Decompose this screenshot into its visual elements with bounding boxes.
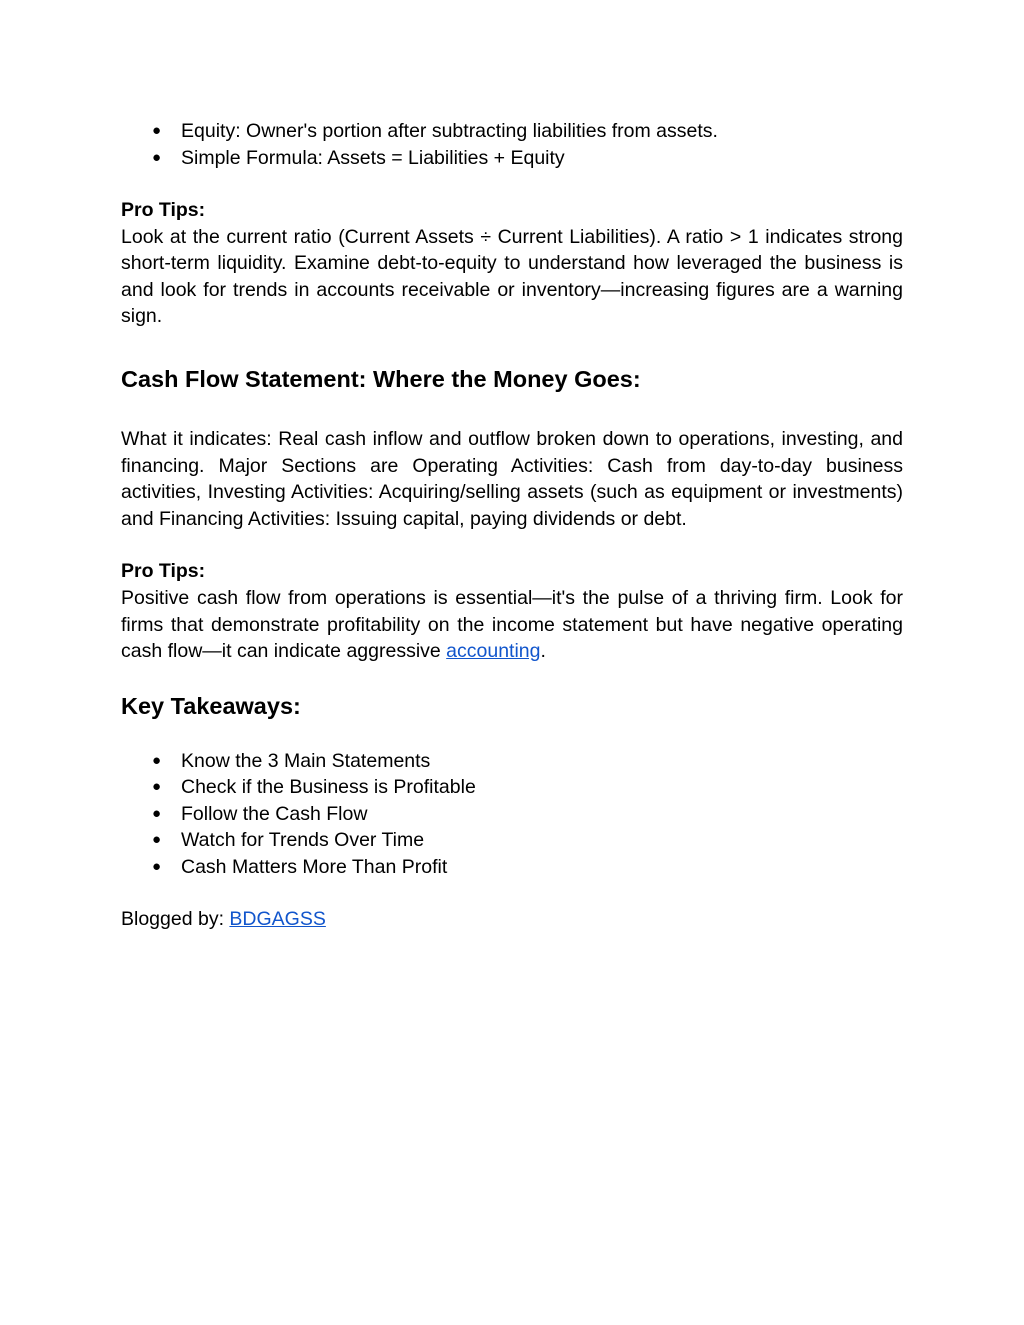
- author-link[interactable]: BDGAGSS: [229, 908, 326, 931]
- list-item-text: Watch for Trends Over Time: [181, 829, 425, 852]
- takeaways-bullet-list: [121, 748, 903, 881]
- blogged-by-line: [121, 906, 903, 933]
- cash-flow-heading: Cash Flow Statement: Where the Money Goes:: [121, 365, 641, 392]
- list-item: [121, 748, 903, 775]
- list-item-text: Know the 3 Main Statements: [181, 749, 431, 772]
- bullet-icon: ●: [152, 857, 162, 875]
- balance-pro-tips-body: Look at the current ratio (Current Assets ÷ Current Liabilities). A ratio > 1 indicates strong short-term liquidity. Examine debt-to-equity to understand how leveraged the business is and look for trends in accounts receivable or inventory—increasing figures are a warning sign.: [121, 225, 903, 328]
- list-item: [121, 774, 903, 801]
- list-item-text: Check if the Business is Profitable: [181, 776, 476, 799]
- cash-flow-description: [121, 426, 903, 532]
- cash-flow-description-text: What it indicates: Real cash inflow and outflow broken down to operations, investing, and financing. Major Sections are Operating Activities: Cash from day-to-day business activities, Investing Activities: Acquiring/selling assets (such as equipment or investments) and Financing Activities: Issuing capital, paying dividends or debt.: [121, 427, 903, 530]
- balance-pro-tips-text: [121, 224, 903, 330]
- cash-flow-pro-tips-body: Positive cash flow from operations is essential—it's the pulse of a thriving firm. Look for firms that demonstrate profitability on the income statement but have negative operating cash flow—it can indicate aggressive: [121, 586, 903, 663]
- list-item: [121, 801, 903, 828]
- accounting-link[interactable]: accounting: [446, 640, 541, 663]
- list-item: [121, 827, 903, 854]
- cash-flow-pro-tips-label: Pro Tips:: [121, 560, 206, 583]
- list-item: [121, 145, 903, 172]
- bullet-icon: ●: [152, 122, 162, 139]
- list-item-text: Cash Matters More Than Profit: [181, 855, 448, 878]
- list-item-text: Follow the Cash Flow: [181, 802, 368, 825]
- list-item-text: Simple Formula: Assets = Liabilities + Equity: [181, 146, 565, 169]
- key-takeaways-heading: Key Takeaways:: [121, 692, 301, 719]
- cash-flow-pro-tips-end: .: [540, 640, 546, 663]
- bullet-icon: ●: [152, 751, 162, 769]
- bullet-icon: ●: [152, 831, 162, 849]
- bullet-icon: ●: [152, 778, 162, 796]
- list-item-text: Equity: Owner's portion after subtracting liabilities from assets.: [181, 120, 718, 142]
- bullet-icon: ●: [152, 148, 162, 166]
- cash-flow-pro-tips-text: [121, 585, 903, 665]
- list-item: [121, 118, 903, 145]
- blogged-by-prefix: Blogged by:: [121, 908, 230, 931]
- intro-bullet-list: [121, 118, 903, 171]
- list-item: [121, 854, 903, 881]
- balance-pro-tips-label: Pro Tips:: [121, 199, 206, 221]
- bullet-icon: ●: [152, 804, 162, 822]
